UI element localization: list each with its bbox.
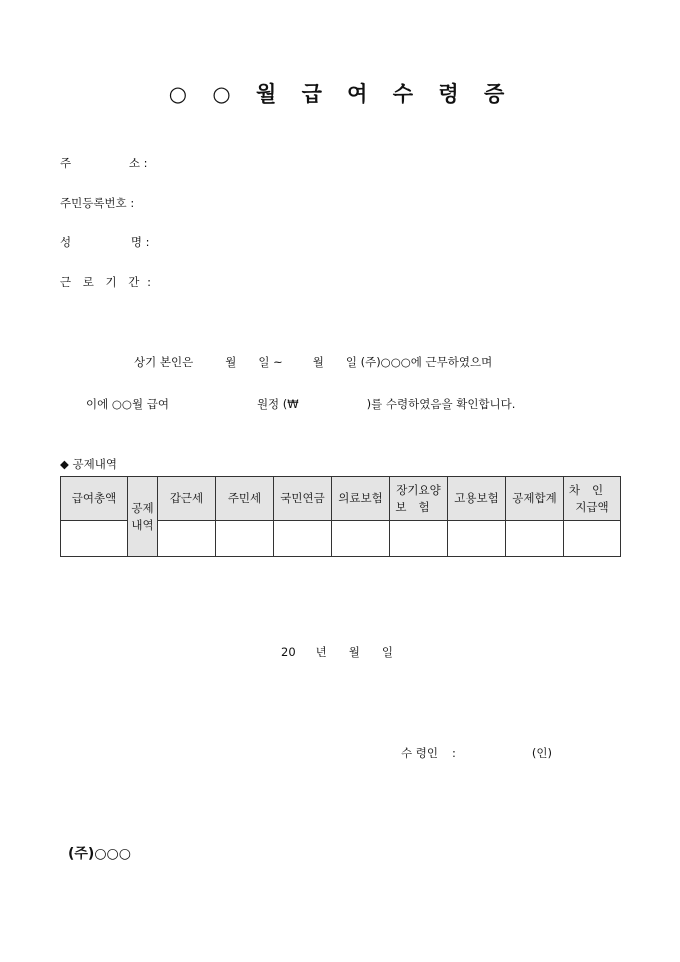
resident-id-label: 주민등록번호 bbox=[60, 196, 127, 210]
header-ltc-bottom: 보험 bbox=[395, 499, 442, 514]
date-year-prefix: 20 bbox=[281, 645, 296, 659]
body-line-1-e: 일 (주)○○○에 근무하였으며 bbox=[345, 355, 493, 369]
date-day: 일 bbox=[381, 645, 393, 659]
work-period-label: 근 로 기 간 bbox=[60, 275, 144, 289]
cell-total-pay[interactable] bbox=[61, 521, 128, 557]
receiver-label: 수 령인 bbox=[401, 746, 438, 760]
header-health-insurance: 의료보험 bbox=[332, 477, 390, 521]
cell-national-pension[interactable] bbox=[274, 521, 332, 557]
header-deduction-details bbox=[128, 477, 158, 557]
header-resident-tax: 주민세 bbox=[216, 477, 274, 521]
body-line-1-d: 월 bbox=[312, 355, 324, 369]
cell-long-term-care[interactable] bbox=[390, 521, 448, 557]
name-label-2: 명 bbox=[130, 235, 142, 249]
body-line-2-a: 이에 ○○월 급여 bbox=[86, 397, 169, 411]
header-net-pay bbox=[564, 477, 621, 521]
body-line-1 bbox=[134, 354, 492, 370]
field-resident-id bbox=[60, 195, 134, 211]
receiver-seal: (인) bbox=[531, 746, 552, 760]
work-period-colon: : bbox=[147, 275, 151, 289]
cell-net-pay[interactable] bbox=[564, 521, 621, 557]
field-name bbox=[60, 234, 150, 250]
name-label-1: 성 bbox=[60, 235, 72, 249]
body-line-2-b: 원정 (₩ bbox=[256, 397, 299, 411]
cell-deduction-total[interactable] bbox=[506, 521, 564, 557]
date-year: 년 bbox=[315, 645, 327, 659]
header-total-pay: 급여총액 bbox=[61, 477, 128, 521]
document-title: ○ ○ 월 급 여 수 령 증 bbox=[168, 81, 512, 106]
header-net-top: 차인 bbox=[568, 482, 616, 497]
body-line-1-c: 일 ~ bbox=[258, 355, 283, 369]
cell-resident-tax[interactable] bbox=[216, 521, 274, 557]
address-label-1: 주 bbox=[60, 156, 72, 170]
field-address bbox=[60, 155, 148, 171]
name-colon: : bbox=[145, 235, 150, 249]
field-work-period bbox=[60, 274, 151, 290]
cell-income-tax[interactable] bbox=[158, 521, 216, 557]
date-line bbox=[281, 644, 393, 660]
deduction-section-heading bbox=[60, 456, 117, 472]
body-line-1-b: 월 bbox=[225, 355, 237, 369]
address-colon: : bbox=[143, 156, 148, 170]
address-label-2: 소 bbox=[128, 156, 140, 170]
diamond-bullet-icon: ◆ bbox=[60, 457, 69, 471]
header-net-bottom: 지급액 bbox=[575, 499, 609, 514]
company-name: (주)○○○ bbox=[68, 846, 131, 862]
header-ltc-top: 장기요양 bbox=[396, 482, 441, 497]
receiver-colon: : bbox=[451, 746, 456, 760]
header-deduction-total: 공제합계 bbox=[506, 477, 564, 521]
body-line-2 bbox=[86, 396, 515, 412]
header-national-pension: 국민연금 bbox=[274, 477, 332, 521]
body-line-1-a: 상기 본인은 bbox=[134, 355, 194, 369]
cell-employment-insurance[interactable] bbox=[448, 521, 506, 557]
cell-health-insurance[interactable] bbox=[332, 521, 390, 557]
header-employment-insurance: 고용보험 bbox=[448, 477, 506, 521]
header-deduction-top: 공제 bbox=[131, 500, 154, 515]
deduction-table bbox=[60, 476, 621, 557]
table-header-row bbox=[61, 477, 621, 521]
header-deduction-bottom: 내역 bbox=[131, 517, 154, 532]
header-long-term-care bbox=[390, 477, 448, 521]
receiver-line bbox=[401, 745, 552, 761]
resident-id-colon: : bbox=[130, 196, 135, 210]
header-income-tax: 갑근세 bbox=[158, 477, 216, 521]
body-line-2-c: )를 수령하였음을 확인합니다. bbox=[366, 397, 516, 411]
deduction-section-label: 공제내역 bbox=[72, 457, 117, 471]
date-month: 월 bbox=[348, 645, 360, 659]
